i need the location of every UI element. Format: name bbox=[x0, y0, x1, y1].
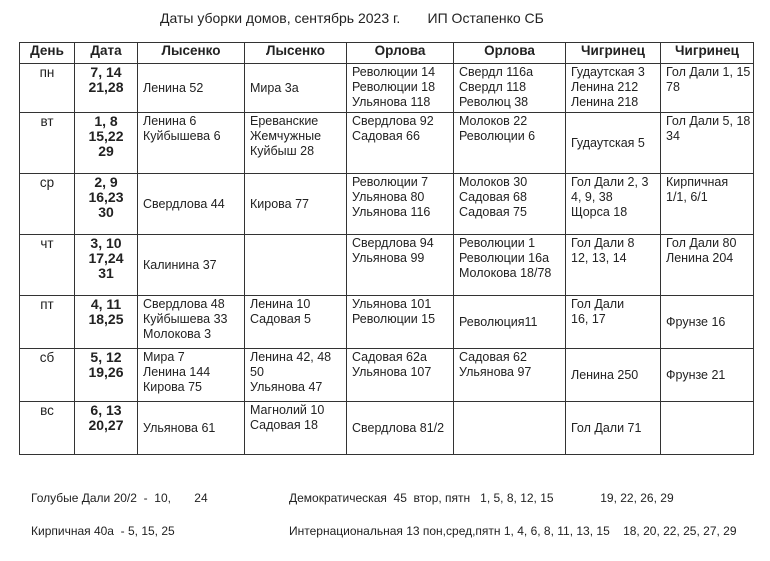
address-line: Гол Дали bbox=[571, 297, 625, 311]
address-line: Гол Дали 80 bbox=[666, 236, 737, 250]
address-line: Ульянова 80 bbox=[352, 190, 425, 204]
day-cell: чт bbox=[20, 235, 75, 296]
table-row bbox=[20, 235, 754, 296]
day-cell: вт bbox=[20, 113, 75, 174]
table-row bbox=[20, 349, 754, 402]
address-cell bbox=[347, 174, 454, 235]
date-line: 31 bbox=[98, 265, 114, 281]
address-line: Ульянова 97 bbox=[459, 365, 532, 379]
address-cell bbox=[347, 296, 454, 349]
address-cell bbox=[347, 113, 454, 174]
address-cell bbox=[661, 174, 754, 235]
address-line: Садовая 18 bbox=[250, 418, 318, 432]
day-cell: вс bbox=[20, 402, 75, 455]
address-line: Куйбышева 6 bbox=[143, 129, 221, 143]
address-cell bbox=[245, 113, 347, 174]
address-line: Ленина 250 bbox=[571, 367, 639, 382]
column-header: Орлова bbox=[347, 43, 454, 64]
page-title: Даты уборки домов, сентябрь 2023 г. ИП Остапенко СБ bbox=[160, 10, 544, 26]
address-cell bbox=[661, 296, 754, 349]
address-line: Ульянова 116 bbox=[352, 205, 431, 219]
address-cell bbox=[454, 402, 566, 455]
address-line: Молоков 22 bbox=[459, 114, 528, 128]
date-cell bbox=[75, 349, 138, 402]
address-line: Калинина 37 bbox=[143, 257, 217, 272]
address-line: Кирова 77 bbox=[250, 196, 309, 211]
table-row bbox=[20, 64, 754, 113]
address-line: Свердлова 44 bbox=[143, 196, 225, 211]
address-line: 12, 13, 14 bbox=[571, 251, 627, 265]
column-header: Чигринец bbox=[661, 43, 754, 64]
address-line: Садовая 66 bbox=[352, 129, 420, 143]
table-row bbox=[20, 174, 754, 235]
address-line: 78 bbox=[666, 80, 680, 94]
date-line: 15,22 bbox=[88, 128, 124, 144]
address-cell bbox=[245, 349, 347, 402]
address-line: Молоков 30 bbox=[459, 175, 528, 189]
address-line: Гол Дали 8 bbox=[571, 236, 635, 250]
address-cell bbox=[138, 349, 245, 402]
address-line: Гол Дали 71 bbox=[571, 420, 642, 435]
table-row bbox=[20, 296, 754, 349]
date-line: 16,23 bbox=[88, 189, 124, 205]
address-cell bbox=[566, 235, 661, 296]
address-cell bbox=[138, 235, 245, 296]
address-cell bbox=[661, 64, 754, 113]
address-line: Ульянова 118 bbox=[352, 95, 431, 109]
address-line: Ленина 6 bbox=[143, 114, 197, 128]
address-line: Куйбыш 28 bbox=[250, 144, 315, 158]
address-line: Гол Дали 2, 3 bbox=[571, 175, 649, 189]
table-header-row bbox=[20, 43, 754, 64]
address-line: Ленина 212 bbox=[571, 80, 639, 94]
date-line: 7, 14 bbox=[90, 64, 122, 80]
footer-note-demokraticheskaya: Демократическая 45 втор, пятн 1, 5, 8, 12, 15 19, 22, 26, 29 bbox=[289, 491, 674, 505]
date-line: 6, 13 bbox=[90, 402, 122, 418]
address-line: Ленина 52 bbox=[143, 80, 204, 95]
address-line: Революц 38 bbox=[459, 95, 529, 109]
table-row bbox=[20, 113, 754, 174]
address-line: Кирпичная bbox=[666, 175, 729, 189]
day-cell: пн bbox=[20, 64, 75, 113]
address-line: Гудаутская 5 bbox=[571, 135, 645, 150]
address-line: Ленина 218 bbox=[571, 95, 639, 109]
address-cell bbox=[138, 402, 245, 455]
date-line: 5, 12 bbox=[90, 349, 122, 365]
address-line: Революции 7 bbox=[352, 175, 429, 189]
column-header: Лысенко bbox=[245, 43, 347, 64]
address-line: Свердл 118 bbox=[459, 80, 527, 94]
date-line: 18,25 bbox=[88, 311, 124, 327]
address-cell bbox=[566, 402, 661, 455]
address-cell bbox=[138, 174, 245, 235]
address-line: Молокова 18/78 bbox=[459, 266, 552, 280]
address-line: Гол Дали 1, 15 bbox=[666, 65, 751, 79]
date-line: 17,24 bbox=[88, 250, 124, 266]
address-line: Мира 7 bbox=[143, 350, 185, 364]
date-cell bbox=[75, 174, 138, 235]
address-cell bbox=[454, 174, 566, 235]
date-cell bbox=[75, 113, 138, 174]
address-cell bbox=[566, 113, 661, 174]
date-line: 20,27 bbox=[88, 417, 124, 433]
date-line: 4, 11 bbox=[90, 296, 122, 312]
address-line: Фрунзе 16 bbox=[666, 314, 726, 329]
address-line: Ульянова 107 bbox=[352, 365, 432, 379]
address-line: Садовая 62а bbox=[352, 350, 427, 364]
address-line: Мира 3а bbox=[250, 80, 299, 95]
cleaning-schedule-table bbox=[19, 42, 754, 455]
address-line: Куйбышева 33 bbox=[143, 312, 228, 326]
address-line: Революция11 bbox=[459, 314, 538, 329]
address-line: Свердлова 81/2 bbox=[352, 420, 445, 435]
table-row bbox=[20, 402, 754, 455]
address-cell bbox=[138, 296, 245, 349]
address-line: Свердлова 48 bbox=[143, 297, 225, 311]
address-line: 50 bbox=[250, 365, 264, 379]
column-header: Чигринец bbox=[566, 43, 661, 64]
address-line: Ульянова 61 bbox=[143, 420, 216, 435]
address-cell bbox=[245, 296, 347, 349]
address-line: Кирова 75 bbox=[143, 380, 202, 394]
address-cell bbox=[454, 113, 566, 174]
day-cell: ср bbox=[20, 174, 75, 235]
address-cell bbox=[347, 64, 454, 113]
address-cell bbox=[138, 64, 245, 113]
address-line: Революции 16а bbox=[459, 251, 550, 265]
address-line: Садовая 68 bbox=[459, 190, 527, 204]
address-cell bbox=[245, 64, 347, 113]
address-cell bbox=[661, 349, 754, 402]
date-line: 1, 8 bbox=[94, 113, 118, 129]
address-line: Свердлова 94 bbox=[352, 236, 434, 250]
date-cell bbox=[75, 64, 138, 113]
column-header: Дата bbox=[75, 43, 138, 64]
address-cell bbox=[138, 113, 245, 174]
address-cell bbox=[661, 113, 754, 174]
address-line: Революции 1 bbox=[459, 236, 536, 250]
date-cell bbox=[75, 235, 138, 296]
address-line: 1/1, 6/1 bbox=[666, 190, 708, 204]
address-line: Фрунзе 21 bbox=[666, 367, 726, 382]
address-line: Свердлова 92 bbox=[352, 114, 434, 128]
address-cell bbox=[245, 402, 347, 455]
address-line: Садовая 62 bbox=[459, 350, 527, 364]
address-cell bbox=[454, 235, 566, 296]
address-cell bbox=[566, 64, 661, 113]
address-line: Ленина 42, 48 bbox=[250, 350, 332, 364]
address-cell bbox=[245, 174, 347, 235]
date-cell bbox=[75, 296, 138, 349]
address-line: Ульянова 101 bbox=[352, 297, 432, 311]
address-line: Свердл 116а bbox=[459, 65, 534, 79]
address-cell bbox=[347, 349, 454, 402]
date-line: 2, 9 bbox=[94, 174, 118, 190]
address-line: Ленина 204 bbox=[666, 251, 734, 265]
address-line: Революции 6 bbox=[459, 129, 536, 143]
date-line: 21,28 bbox=[88, 79, 124, 95]
column-header: День bbox=[20, 43, 75, 64]
address-line: Жемчужные bbox=[250, 129, 322, 143]
address-line: Садовая 75 bbox=[459, 205, 527, 219]
address-line: Революции 14 bbox=[352, 65, 436, 79]
address-line: Ленина 144 bbox=[143, 365, 211, 379]
address-line: Магнолий 10 bbox=[250, 403, 325, 417]
address-line: Ленина 10 bbox=[250, 297, 311, 311]
date-line: 30 bbox=[98, 204, 114, 220]
address-line: 34 bbox=[666, 129, 680, 143]
footer-note-kirpichnaya: Кирпичная 40а - 5, 15, 25 bbox=[31, 524, 175, 538]
column-header: Орлова bbox=[454, 43, 566, 64]
address-line: Садовая 5 bbox=[250, 312, 312, 326]
address-line: Ереванские bbox=[250, 114, 319, 128]
day-cell: пт bbox=[20, 296, 75, 349]
address-cell bbox=[566, 349, 661, 402]
address-line: Гол Дали 5, 18 bbox=[666, 114, 751, 128]
address-line: Молокова 3 bbox=[143, 327, 212, 341]
address-line: Гудаутская 3 bbox=[571, 65, 645, 79]
address-cell bbox=[347, 402, 454, 455]
address-cell bbox=[245, 235, 347, 296]
footer-note-golubye-dali: Голубые Дали 20/2 - 10, 24 bbox=[31, 491, 208, 505]
address-cell bbox=[566, 296, 661, 349]
address-cell bbox=[566, 174, 661, 235]
address-cell bbox=[661, 402, 754, 455]
address-cell bbox=[661, 235, 754, 296]
address-line: Ульянова 99 bbox=[352, 251, 425, 265]
date-line: 3, 10 bbox=[90, 235, 122, 251]
address-cell bbox=[454, 64, 566, 113]
footer-note-internatsionalnaya: Интернациональная 13 пон,сред,пятн 1, 4, 6, 8, 11, 13, 15 18, 20, 22, 25, 27, 29 bbox=[289, 524, 737, 538]
date-line: 29 bbox=[98, 143, 114, 159]
date-cell bbox=[75, 402, 138, 455]
address-cell bbox=[454, 349, 566, 402]
address-line: Революции 18 bbox=[352, 80, 436, 94]
address-cell bbox=[347, 235, 454, 296]
address-cell bbox=[454, 296, 566, 349]
address-line: 16, 17 bbox=[571, 312, 606, 326]
address-line: Ульянова 47 bbox=[250, 380, 323, 394]
address-line: 4, 9, 38 bbox=[571, 190, 613, 204]
day-cell: сб bbox=[20, 349, 75, 402]
date-line: 19,26 bbox=[88, 364, 124, 380]
address-line: Щорса 18 bbox=[571, 205, 628, 219]
column-header: Лысенко bbox=[138, 43, 245, 64]
address-line: Революции 15 bbox=[352, 312, 436, 326]
